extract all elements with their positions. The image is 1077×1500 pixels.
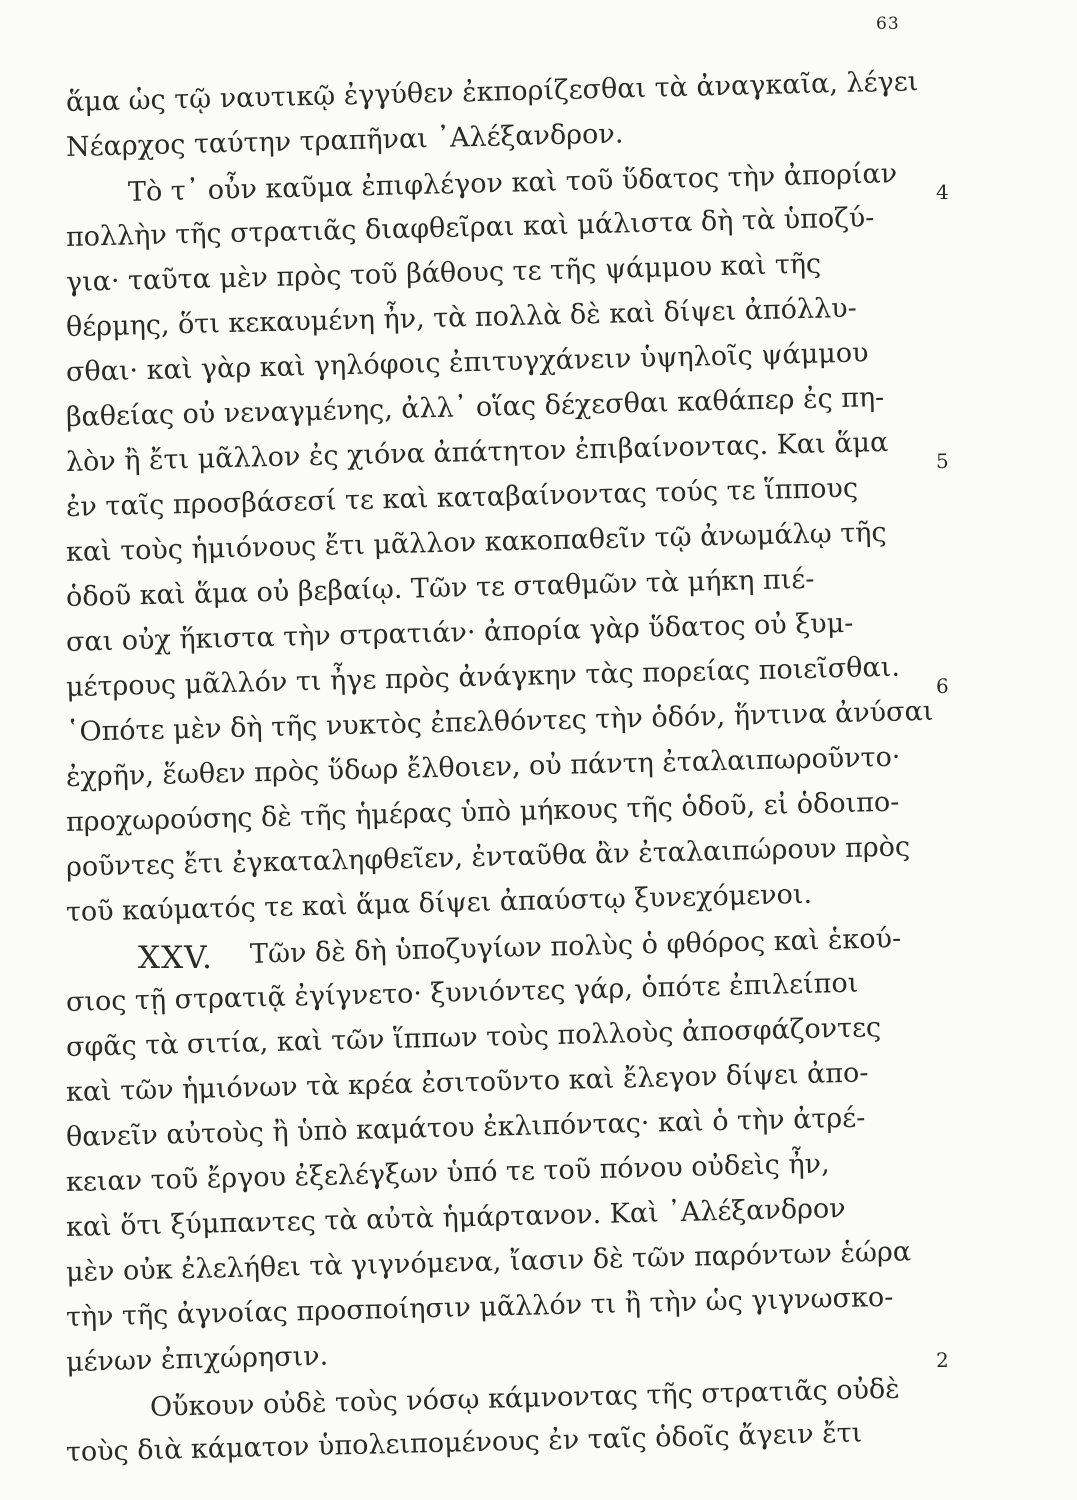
text-line-30: Οὔκουν οὐδὲ τοὺς νόσῳ κάμνοντας τῆς στρατιᾶς οὐδὲ — [149, 1373, 901, 1423]
text-line-12: ὁδοῦ καὶ ἅμα οὐ βεβαίῳ. Τῶν τε σταθμῶν τὰ μήκη πιέ- — [65, 563, 815, 613]
text-line-10: ἐν ταῖς προσβάσεσί τε καὶ καταβαίνοντας τούς τε ἵππους — [65, 472, 859, 523]
text-line-23: καὶ τῶν ἡμιόνων τὰ κρέα ἐσιτοῦντο καὶ ἔλεγον δίψει ἀπο- — [65, 1057, 869, 1108]
text-line-5: για· ταῦτα μὲν πρὸς τοῦ βάθους τε τῆς ψάμμου καὶ τῆς — [65, 248, 822, 298]
text-line-15: ῾Οπότε μὲν δὴ τῆς νυκτὸς ἐπελθόντες τὴν ὁδόν, ἥντινα ἀνύσαι — [65, 695, 934, 748]
text-line-4: πολλὴν τῆς στρατιᾶς διαφθεῖραι καὶ μάλιστα δὴ τὰ ὑποζύ- — [65, 202, 875, 253]
text-line-20: Τῶν δὲ δὴ ὑποζυγίων πολὺς ὁ φθόρος καὶ ἑκού- — [249, 923, 902, 970]
text-line-25: κειαν τοῦ ἔργου ἐξελέγξων ὑπό τε τοῦ πόνου οὐδεὶς ἦν, — [65, 1148, 830, 1198]
margin-number-5: 5 — [936, 449, 949, 473]
margin-number-6: 6 — [936, 674, 949, 698]
text-line-18: ροῦντες ἔτι ἐγκαταληφθεῖεν, ἐνταῦθα ἂν ἐταλαιπώρουν πρὸς — [65, 831, 911, 883]
text-line-1: ἅμα ὡς τῷ ναυτικῷ ἐγγύθεν ἐκπορίζεσθαι τὰ ἀναγκαῖα, λέγει — [65, 66, 919, 118]
text-line-21: σιος τῇ στρατιᾷ ἐγίγνετο· ξυνιόντες γάρ, ὁπότε ἐπιλείποι — [65, 967, 859, 1018]
text-line-27: μὲν οὐκ ἐλελήθει τὰ γιγνόμενα, ἴασιν δὲ τῶν παρόντων ἑώρα — [65, 1236, 912, 1288]
text-line-31: τοὺς διὰ κάματον ὑπολειπομένους ἐν ταῖς ὁδοῖς ἄγειν ἔτι — [65, 1417, 863, 1468]
margin-number-4: 4 — [936, 180, 949, 204]
text-line-28: τὴν τῆς ἀγνοίας προσποίησιν μᾶλλόν τι ἢ τὴν ὡς γιγνωσκο- — [65, 1281, 894, 1333]
text-line-16: ἐχρῆν, ἕωθεν πρὸς ὕδωρ ἔλθοιεν, οὐ πάντη ἐταλαιπωροῦντο· — [65, 741, 901, 793]
text-line-14: μέτρους μᾶλλόν τι ἦγε πρὸς ἀνάγκην τὰς πορείας ποιεῖσθαι. — [65, 651, 901, 703]
text-line-7: σθαι· καὶ γὰρ καὶ γηλόφοις ἐπιτυγχάνειν ὑψηλοῖς ψάμμου — [65, 337, 869, 388]
text-line-6: θέρμης, ὅτι κεκαυμένη ἦν, τὰ πολλὰ δὲ καὶ δίψει ἀπόλλυ- — [65, 292, 858, 343]
page-number: 63 — [876, 14, 900, 34]
text-line-24: θανεῖν αὐτοὺς ἢ ὑπὸ καμάτου ἐκλιπόντας· καὶ ὁ τὴν ἀτρέ- — [65, 1102, 866, 1153]
text-line-29: μένων ἐπιχώρησιν. — [65, 1340, 329, 1378]
text-line-8: βαθείας οὐ νεναγμένης, ἀλλ᾿ οἵας δέχεσθαι καθάπερ ἐς πη- — [65, 382, 885, 433]
chapter-heading: XXV. — [138, 940, 213, 976]
margin-number-2: 2 — [936, 1348, 949, 1372]
text-line-9: λὸν ἢ ἔτι μᾶλλον ἐς χιόνα ἀπάτητον ἐπιβαίνοντας. Και ἅμα — [65, 426, 889, 478]
text-line-22: σφᾶς τὰ σιτία, καὶ τῶν ἵππων τοὺς πολλοὺς ἀποσφάζοντες — [65, 1012, 882, 1063]
text-line-3: Τὸ τ᾿ οὖν καῦμα ἐπιφλέγον καὶ τοῦ ὕδατος τὴν ἀπορίαν — [127, 158, 898, 208]
text-line-17: προχωρούσης δὲ τῆς ἡμέρας ὑπὸ μήκους τῆς ὁδοῦ, εἰ ὁδοιπο- — [65, 786, 900, 838]
text-line-19: τοῦ καύματός τε καὶ ἅμα δίψει ἀπαύστῳ ξυνεχόμενοι. — [65, 878, 813, 928]
text-line-26: καὶ ὅτι ξύμπαντες τὰ αὐτὰ ἡμάρτανον. Καὶ ᾿Αλέξανδρον — [65, 1192, 847, 1243]
text-line-13: σαι οὐχ ἥκιστα τὴν στρατιάν· ἀπορία γὰρ ὕδατος οὐ ξυμ- — [65, 607, 854, 658]
text-line-11: καὶ τοὺς ἡμιόνους ἔτι μᾶλλον κακοπαθεῖν τῷ ἀνωμάλῳ τῆς — [65, 516, 887, 568]
text-line-2: Νέαρχος ταύτην τραπῆναι ᾿Αλέξανδρον. — [65, 118, 624, 163]
